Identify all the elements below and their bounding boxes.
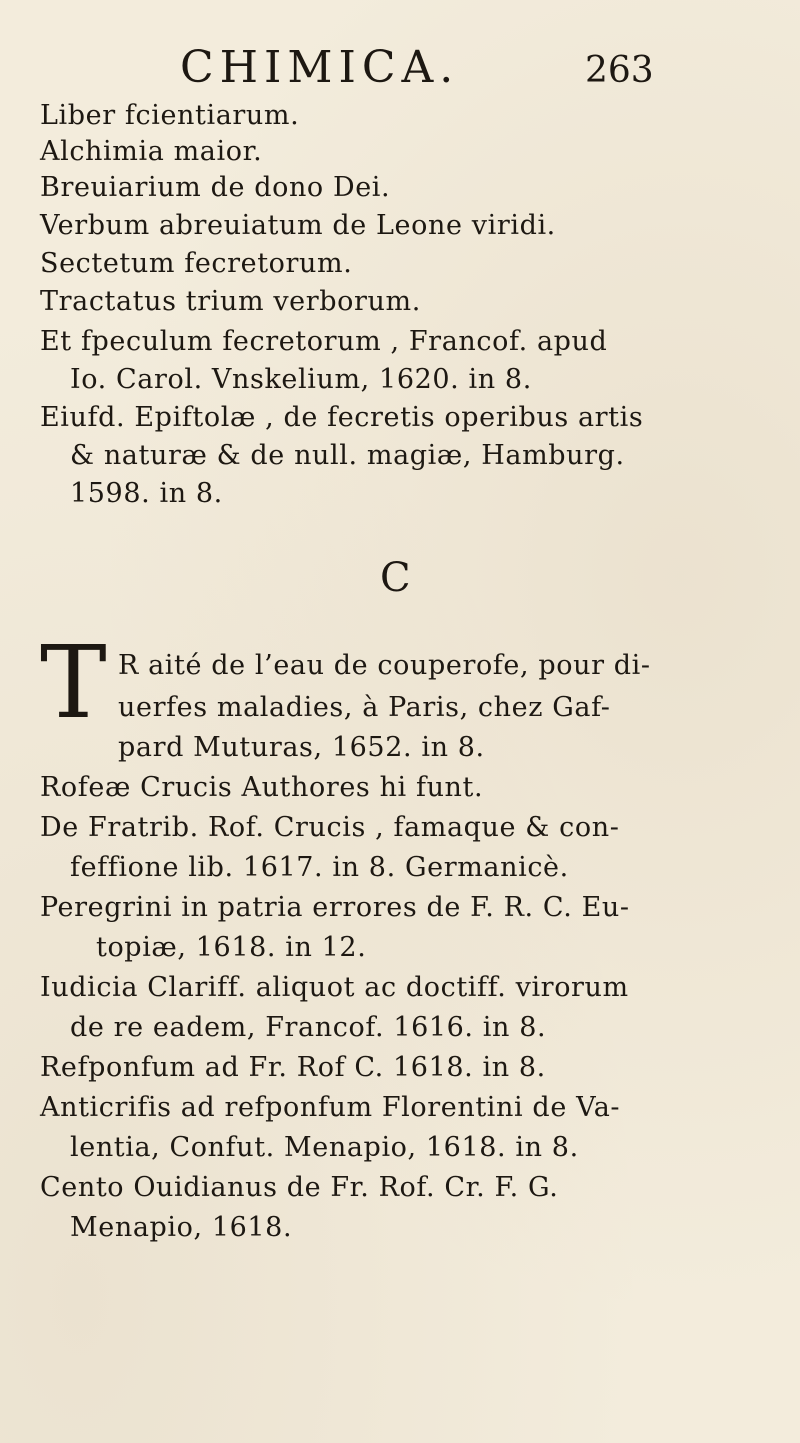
entry-line: Eiufd. Epiftolæ , de fecretis operibus artis	[40, 402, 644, 433]
entry-line: R aité de l’eau de couperofe, pour di-	[118, 650, 651, 681]
entry-line: Liber fcientiarum.	[40, 100, 300, 131]
entry-line: Iudicia Clariff. aliquot ac doctiff. virorum	[40, 972, 629, 1003]
entry-line: Peregrini in patria errores de F. R. C. Eu-	[40, 892, 630, 923]
entry-line: Sectetum fecretorum.	[40, 248, 353, 279]
entry-line: Verbum abreuiatum de Leone viridi.	[40, 210, 556, 241]
entry-line: feffione lib. 1617. in 8. Germanicè.	[70, 852, 569, 883]
entry-line: Breuiarium de dono Dei.	[40, 172, 391, 203]
running-head: CHIMICA.	[180, 42, 460, 93]
entry-line: Refponfum ad Fr. Rof C. 1618. in 8.	[40, 1052, 546, 1083]
entry-line: topiæ, 1618. in 12.	[96, 932, 367, 963]
section-letter: C	[380, 555, 411, 601]
entry-line: Tractatus trium verborum.	[40, 286, 421, 317]
page-number: 263	[585, 50, 654, 91]
entry-line: Rofeæ Crucis Authores hi funt.	[40, 772, 484, 803]
entry-line: Io. Carol. Vnskelium, 1620. in 8.	[70, 364, 532, 395]
entry-line: uerfes maladies, à Paris, chez Gaf-	[118, 692, 611, 723]
entry-line: Menapio, 1618.	[70, 1212, 293, 1243]
entry-line: lentia, Confut. Menapio, 1618. in 8.	[70, 1132, 579, 1163]
entry-line: Et fpeculum fecretorum , Francof. apud	[40, 326, 608, 357]
entry-line: Alchimia maior.	[40, 136, 263, 167]
entry-line: Anticrifis ad refponfum Florentini de Va-	[40, 1092, 621, 1123]
entry-line: De Fratrib. Rof. Crucis , famaque & con-	[40, 812, 620, 843]
entry-line: & naturæ & de null. magiæ, Hamburg.	[70, 440, 625, 471]
entry-line: Cento Ouidianus de Fr. Rof. Cr. F. G.	[40, 1172, 559, 1203]
entry-line: de re eadem, Francof. 1616. in 8.	[70, 1012, 547, 1043]
entry-line: pard Muturas, 1652. in 8.	[118, 732, 485, 763]
entry-line: 1598. in 8.	[70, 478, 223, 509]
drop-initial: T	[40, 624, 107, 741]
